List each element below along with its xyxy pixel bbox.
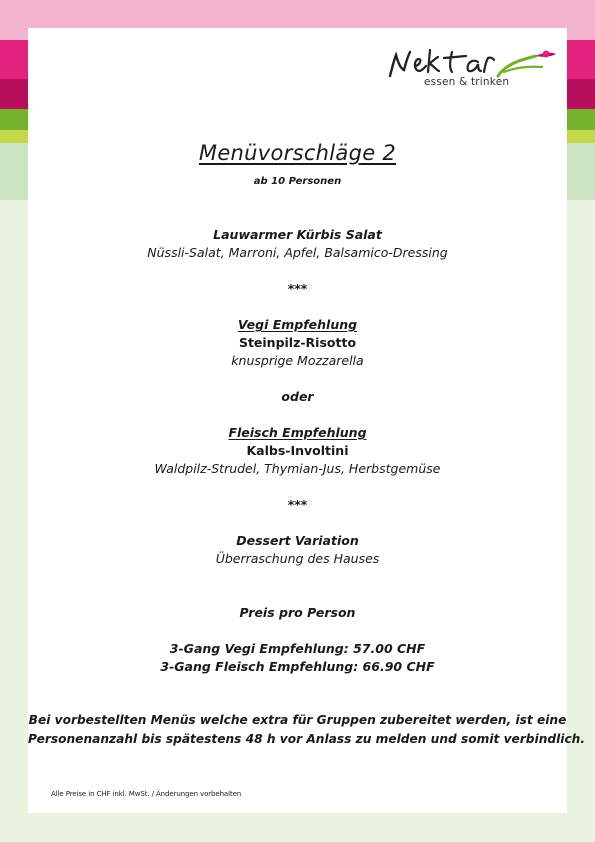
group-note-line-1: Bei vorbestellten Menüs welche extra für Gruppen zubereitet werden, ist eine — [28, 713, 567, 727]
price-heading: Preis pro Person — [239, 605, 356, 620]
group-note-line-2: Personenanzahl bis spätestens 48 h vor Anlass zu melden und somit verbindlich. — [28, 732, 585, 746]
or-label: oder — [281, 389, 314, 404]
meat-description: Waldpilz-Strudel, Thymian-Jus, Herbstgemüse — [154, 461, 441, 476]
veg-description: knusprige Mozzarella — [231, 353, 364, 368]
dessert-description: Überraschung des Hauses — [215, 551, 380, 566]
veg-heading — [28, 317, 567, 332]
veg-name: Steinpilz-Risotto — [238, 335, 357, 350]
meat-name: Kalbs-Involtini — [246, 443, 349, 458]
starter-name: Lauwarmer Kürbis Salat — [213, 227, 382, 242]
nektar-logo — [386, 46, 564, 98]
nektar-wordmark-icon — [386, 46, 564, 80]
page-title: Menüvorschläge 2 — [198, 141, 397, 165]
meat-heading-text: Fleisch Empfehlung — [228, 425, 367, 440]
price-meat: 3-Gang Fleisch Empfehlung: 66.90 CHF — [160, 659, 435, 674]
logo-tagline: essen & trinken — [424, 76, 510, 88]
veg-heading-text: Vegi Empfehlung — [237, 317, 358, 332]
dessert-name: Dessert Variation — [236, 533, 359, 548]
price-veg: 3-Gang Vegi Empfehlung: 57.00 CHF — [169, 641, 426, 656]
separator-2: *** — [287, 497, 308, 512]
page-subtitle: ab 10 Personen — [253, 176, 342, 187]
meat-heading — [28, 425, 567, 440]
starter-description: Nüssli-Salat, Marroni, Apfel, Balsamico-Dressing — [147, 245, 448, 260]
footer-disclaimer: Alle Preise in CHF inkl. MwSt. / Änderungen vorbehalten — [51, 790, 242, 798]
separator-1: *** — [287, 281, 308, 296]
menu-page — [28, 28, 585, 813]
